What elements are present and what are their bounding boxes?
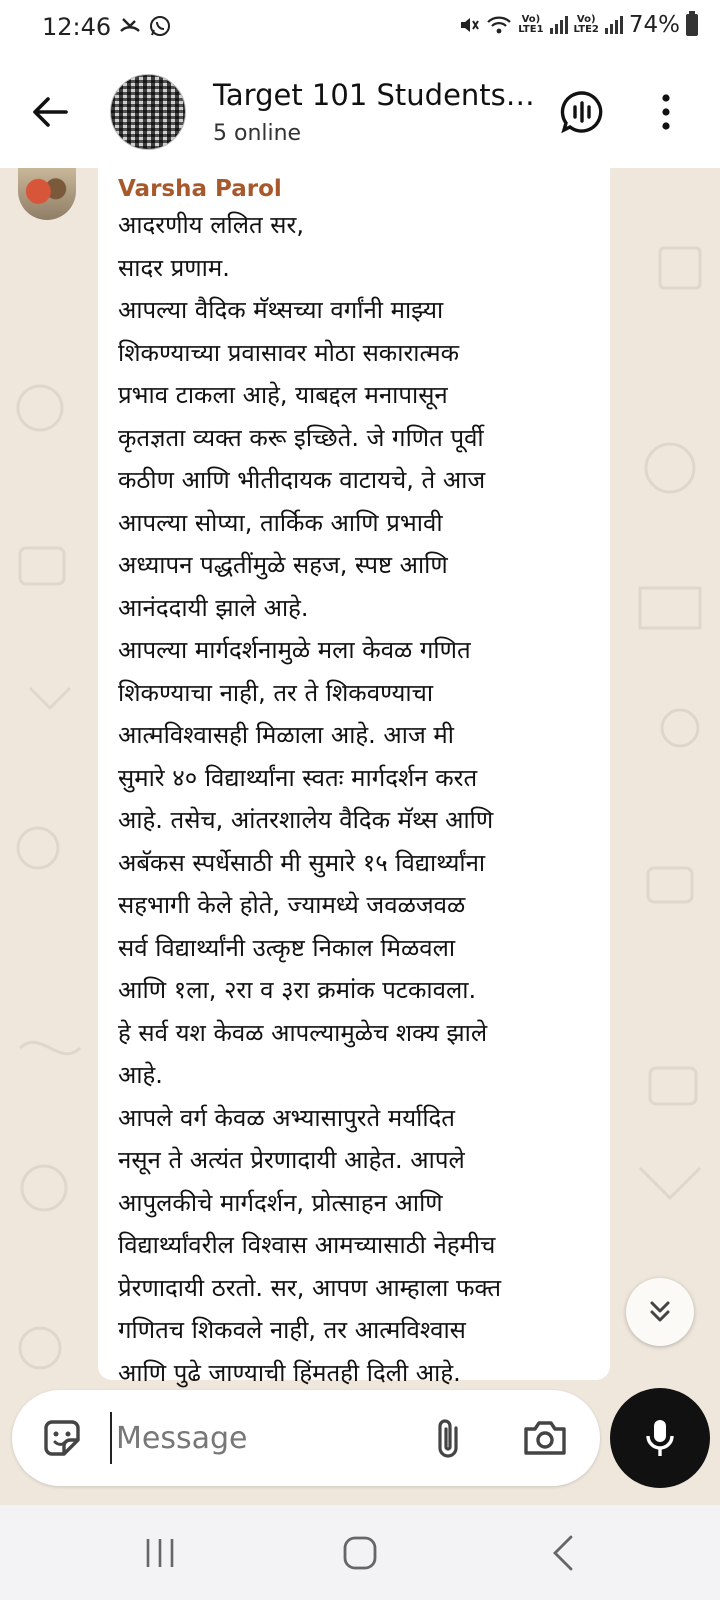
message-line: कृतज्ञता व्यक्त करू इच्छिते. जे गणित पूर्वी [118, 423, 484, 452]
message-line: आनंददायी झाले आहे. [118, 593, 309, 622]
wifi-icon [486, 14, 512, 36]
message-line: गणितच शिकवले नाही, तर आत्मविश्वास [118, 1316, 466, 1344]
status-bar [0, 0, 720, 56]
arrow-left-icon [26, 88, 74, 136]
message-text [118, 204, 596, 1437]
notification-icons [118, 14, 172, 38]
message-line: आपल्या सोप्या, तार्किक आणि प्रभावी [118, 508, 443, 537]
mic-button[interactable] [610, 1388, 710, 1488]
battery-icon [686, 14, 698, 36]
recent-apps-button[interactable] [142, 1535, 178, 1571]
whatsapp-icon [148, 14, 172, 38]
attach-button[interactable] [426, 1414, 474, 1462]
voice-chat-button[interactable] [558, 88, 606, 136]
camera-icon [520, 1414, 570, 1462]
sim1-label: Vo) LTE1 [518, 14, 544, 35]
message-composer [12, 1390, 600, 1486]
chevron-left-icon [545, 1533, 581, 1573]
missed-call-icon [118, 14, 142, 38]
message-line: शिकण्याचा नाही, तर ते शिकवण्याचा [118, 678, 434, 707]
camera-button[interactable] [520, 1414, 570, 1462]
message-line: आपुलकीचे मार्गदर्शन, प्रोत्साहन आणि [118, 1188, 443, 1217]
paperclip-icon [426, 1414, 474, 1462]
message-line: आदरणीय ललित सर, [118, 211, 304, 239]
message-line: सुमारे ४० विद्यार्थ्यांना स्वतः मार्गदर्शन करत [118, 763, 478, 792]
message-line: विद्यार्थ्यांवरील विश्वास आमच्यासाठी नेहमीच [118, 1231, 496, 1259]
message-bubble[interactable] [98, 168, 610, 1387]
signal-bars-2-icon [605, 16, 623, 34]
message-line: प्रभाव टाकला आहे, याबद्दल मनापासून [118, 381, 448, 409]
message-line: सादर प्रणाम. [118, 253, 230, 282]
home-icon [340, 1533, 380, 1573]
signal-bars-1-icon [550, 16, 568, 34]
message-line: कठीण आणि भीतीदायक वाटायचे, ते आज [118, 466, 486, 494]
message-line: आपल्या मार्गदर्शनामुळे मला केवळ गणित [118, 636, 471, 664]
more-vertical-icon [654, 88, 678, 136]
more-options-button[interactable] [654, 88, 678, 136]
nav-back-button[interactable] [545, 1533, 581, 1573]
status-indicators [458, 12, 698, 38]
message-line: हे सर्व यश केवळ आपल्यामुळेच शक्य झाले [118, 1018, 488, 1047]
voice-chat-icon [558, 88, 606, 136]
home-button[interactable] [340, 1533, 380, 1573]
back-button[interactable] [26, 88, 74, 136]
system-navigation-bar [0, 1505, 720, 1600]
sticker-icon [38, 1414, 86, 1462]
message-line: अध्यापन पद्धतींमुळे सहज, स्पष्ट आणि [118, 551, 448, 579]
message-line: प्रेरणादायी ठरतो. सर, आपण आम्हाला फक्त [118, 1273, 502, 1302]
message-line: आहे. [118, 1061, 163, 1089]
message-line: आत्मविश्वासही मिळाला आहे. आज मी [118, 721, 454, 749]
message-line: अबॅकस स्पर्धेसाठी मी सुमारे १५ विद्यार्थ्यांना [118, 848, 486, 877]
message-line: आपल्या वैदिक मॅथ्सच्या वर्गांनी माझ्या [118, 296, 444, 324]
group-avatar[interactable] [110, 74, 186, 150]
online-status: 5 online [213, 121, 302, 146]
message-line: आहे. तसेच, आंतरशालेय वैदिक मॅथ्स आणि [118, 806, 494, 834]
chat-title[interactable]: Target 101 Students… [213, 78, 535, 112]
sim2-label: Vo) LTE2 [573, 14, 599, 35]
message-line: शिकण्याच्या प्रवासावर मोठा सकारात्मक [118, 338, 460, 367]
status-time: 12:46 [42, 13, 112, 41]
scroll-to-bottom-button[interactable] [626, 1278, 694, 1346]
chat-area[interactable] [0, 168, 720, 1505]
message-line: आणि १ला, २रा व ३रा क्रमांक पटकावला. [118, 976, 477, 1004]
message-line: आणि पुढे जाण्याची हिंमतही दिली आहे. [118, 1358, 461, 1387]
chat-header [0, 56, 720, 168]
sticker-button[interactable] [38, 1414, 86, 1462]
message-line: आपले वर्ग केवळ अभ्यासापुरते मर्यादित [118, 1103, 455, 1132]
message-input[interactable] [110, 1412, 410, 1464]
recent-apps-icon [142, 1535, 178, 1571]
message-line: सहभागी केले होते, ज्यामध्ये जवळजवळ [118, 891, 466, 919]
mic-icon [640, 1416, 680, 1460]
sender-name[interactable]: Varsha Parol [118, 176, 282, 202]
message-line: नसून ते अत्यंत प्रेरणादायी आहेत. आपले [118, 1146, 465, 1174]
double-chevron-down-icon [645, 1297, 675, 1327]
mute-icon [458, 14, 480, 36]
battery-percent: 74% [628, 12, 680, 38]
message-line: सर्व विद्यार्थ्यांनी उत्कृष्ट निकाल मिळवला [118, 933, 456, 962]
